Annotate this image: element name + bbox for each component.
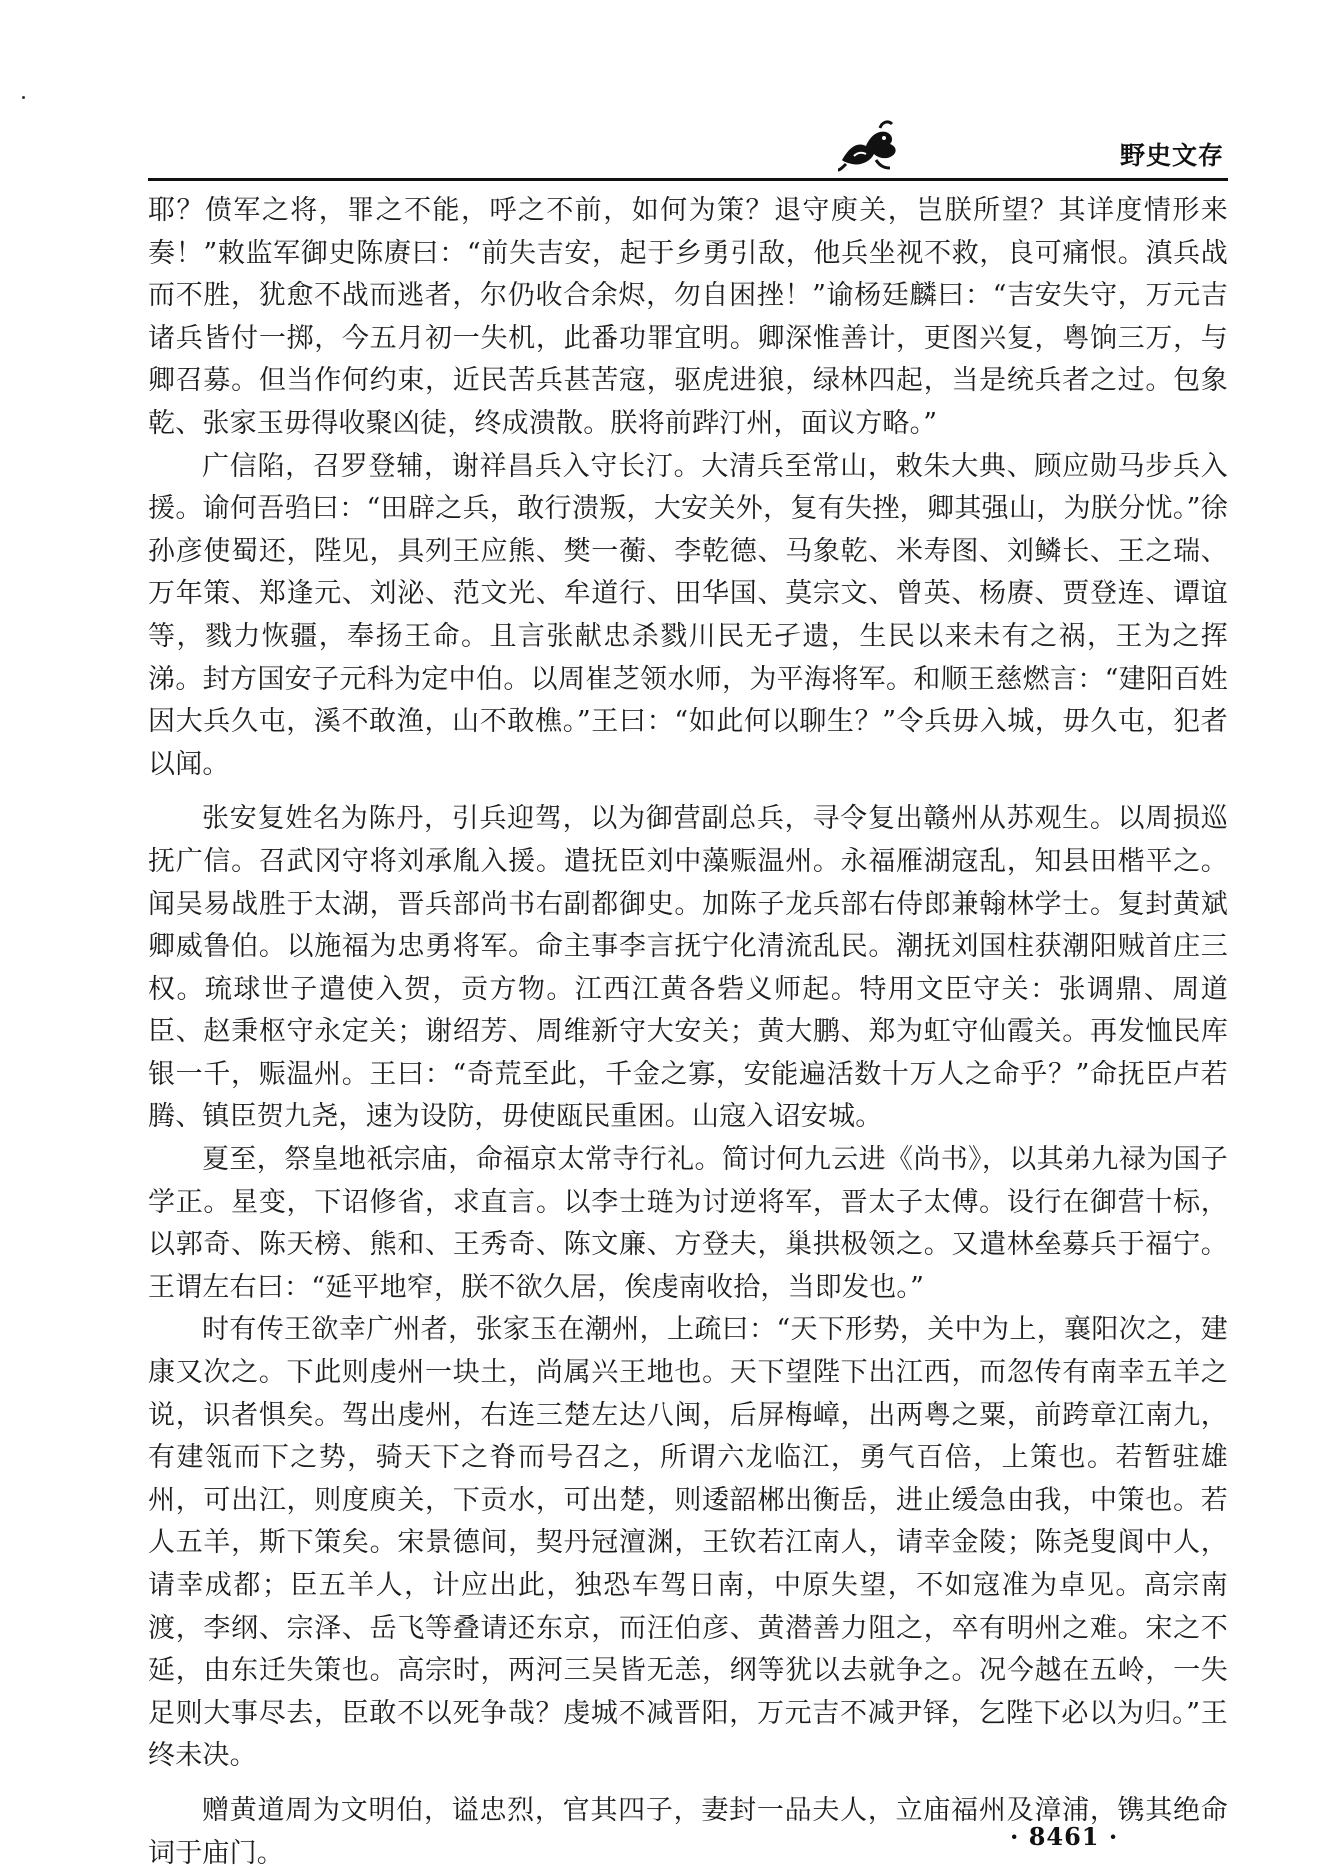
paragraph: 夏至，祭皇地祇宗庙，命福京太常寺行礼。简讨何九云进《尚书》，以其弟九禄为国子学正。星变，下诏修省，求直言。以李士琏为讨逆将军，晋太子太傅。设行在御营十标，以郭奇、陈天榜、熊和、王秀奇、陈文廉、方登夫，巢拱极领之。又遣林垒募兵于福宁。王谓左右曰：“延平地窄，朕不欲久居，俟虔南收拾，当即发也。”	[148, 1144, 1228, 1303]
paragraph: 赠黄道周为文明伯，谥忠烈，官其四子，妻封一品夫人，立庙福州及漳浦，镌其绝命词于庙门。	[148, 1794, 1228, 1869]
page-number: · 8461 ·	[1010, 1822, 1119, 1851]
page-header	[148, 108, 1228, 178]
paragraph: 广信陷，召罗登辅，谢祥昌兵入守长汀。大清兵至常山，敕朱大典、顾应勋马步兵入援。谕何吾驺曰：“田辟之兵，敢行溃叛，大安关外，复有失挫，卿其强山，为朕分忧。”徐孙彦使蜀还，陛见，具列王应熊、樊一蘅、李乾德、马象乾、米寿图、刘鳞长、王之瑞、万年策、郑逢元、刘泌、范文光、牟道行、田华国、莫宗文、曾英、杨赓、贾登连、谭谊等，戮力恢疆，奉扬王命。且言张献忠杀戮川民无孑遗，生民以来未有之祸，王为之挥涕。封方国安子元科为定中伯。以周崔芝领水师，为平海将军。和顺王慈燃言：“建阳百姓因大兵久屯，溪不敢渔，山不敢樵。”王曰：“如此何以聊生？”令兵毋入城，毋久屯，犯者以闻。	[148, 450, 1228, 780]
body-text	[148, 190, 1228, 1875]
paragraph: 张安复姓名为陈丹，引兵迎驾，以为御营副总兵，寻令复出赣州从苏观生。以周损巡抚广信。召武冈守将刘承胤入援。遣抚臣刘中藻赈温州。永福雁湖寇乱，知县田楷平之。闻吴易战胜于太湖，晋兵部尚书右副都御史。加陈子龙兵部右侍郎兼翰林学士。复封黄斌卿威鲁伯。以施福为忠勇将军。命主事李言抚宁化清流乱民。潮抚刘国柱获潮阳贼首庄三权。琉球世子遣使入贺，贡方物。江西江黄各砦义师起。特用文臣守关：张调鼎、周道臣、赵秉枢守永定关；谢绍芳、周维新守大安关；黄大鹏、郑为虹守仙霞关。再发恤民库银一千，赈温州。王曰：“奇荒至此，千金之寡，安能遍活数十万人之命乎？”命抚臣卢若腾、镇臣贺九尧，速为设防，毋使瓯民重困。山寇入诏安城。	[148, 803, 1228, 1133]
scan-speck	[22, 96, 25, 99]
paragraph: 耶？偾军之将，罪之不能，呼之不前，如何为策？退守庾关，岂朕所望？其详度情形来奏！”敕监军御史陈赓曰：“前失吉安，起于乡勇引敌，他兵坐视不救，良可痛恨。滇兵战而不胜，犹愈不战而逃者，尔仍收合余烬，勿自困挫！”谕杨廷麟曰：“吉安失守，万元吉诸兵皆付一掷，今五月初一失机，此番功罪宜明。卿深惟善计，更图兴复，粤饷三万，与卿召募。但当作何约束，近民苦兵甚苦寇，驱虎进狼，绿林四起，当是统兵者之过。包象乾、张家玉毋得收聚凶徒，终成溃散。朕将前跸汀州，面议方略。”	[148, 195, 1228, 439]
qilin-emblem-icon	[836, 116, 900, 172]
running-title: 野史文存	[1119, 141, 1224, 170]
header-rule	[148, 178, 1228, 181]
paragraph: 时有传王欲幸广州者，张家玉在潮州，上疏曰：“天下形势，关中为上，襄阳次之，建康又次之。下此则虔州一块土，尚属兴王地也。天下望陛下出江西，而忽传有南幸五羊之说，识者惧矣。驾出虔州，右连三楚左达八闽，后屏梅嶂，出两粤之粟，前跨章江南九，有建瓴而下之势，骑天下之脊而号召之，所谓六龙临江，勇气百倍，上策也。若暂驻雄州，可出江，则度庾关，下贡水，可出楚，则逶韶郴出衡岳，进止缓急由我，中策也。若人五羊，斯下策矣。宋景德间，契丹冠澶渊，王钦若江南人，请幸金陵；陈尧叟阆中人，请幸成都；臣五羊人，计应出此，独恐车驾日南，中原失望，不如寇准为卓见。高宗南渡，李纲、宗泽、岳飞等叠请还东京，而汪伯彦、黄潜善力阻之，卒有明州之难。宋之不延，由东迁失策也。高宗时，两河三吴皆无恙，纲等犹以去就争之。况今越在五岭，一失足则大事尽去，臣敢不以死争哉？虔城不减晋阳，万元吉不减尹铎，乞陛下必以为归。”王终未决。	[148, 1314, 1228, 1772]
